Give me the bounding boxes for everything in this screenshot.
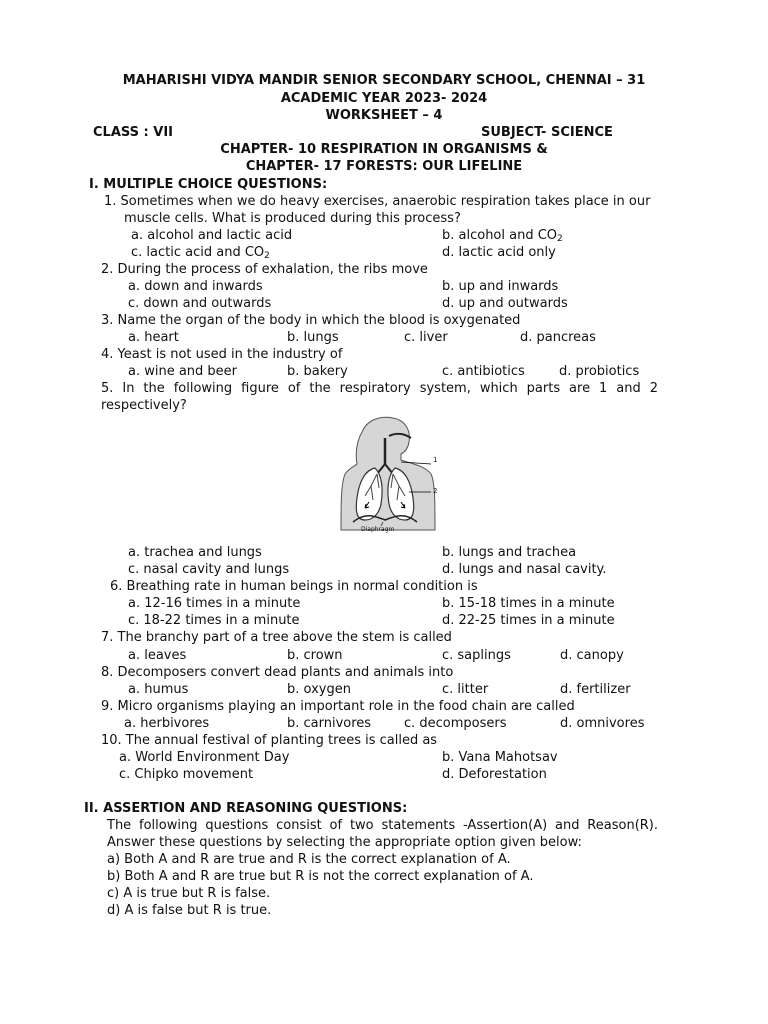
q3-option-a: a. heart	[128, 330, 179, 345]
q5-option-d: d. lungs and nasal cavity.	[442, 562, 607, 577]
q2-option-c: c. down and outwards	[128, 296, 272, 311]
q3-option-b: b. lungs	[287, 330, 339, 345]
assertion-option-b: b) Both A and R are true but R is not the correct explanation of A.	[107, 869, 534, 884]
q1-text: 1. Sometimes when we do heavy exercises, anaerobic respiration takes place in our	[104, 194, 651, 209]
academic-year: ACADEMIC YEAR 2023- 2024	[280, 91, 488, 106]
q6-option-b: b. 15-18 times in a minute	[442, 596, 615, 611]
assertion-option-c: c) A is true but R is false.	[107, 886, 271, 901]
q5-text: 5. In the following figure of the respiratory system, which parts are 1 and 2	[101, 381, 658, 396]
q2-text: 2. During the process of exhalation, the ribs move	[101, 262, 428, 277]
q2-option-b: b. up and inwards	[442, 279, 559, 294]
q9-text: 9. Micro organisms playing an important role in the food chain are called	[101, 699, 575, 714]
q10-text: 10. The annual festival of planting trees is called as	[101, 733, 438, 748]
q4-option-b: b. bakery	[287, 364, 348, 379]
section-2-title: II. ASSERTION AND REASONING QUESTIONS:	[84, 801, 408, 816]
figure-label-diaphragm: Diaphragm	[361, 526, 395, 533]
q7-text: 7. The branchy part of a tree above the stem is called	[101, 630, 452, 645]
chapter-title-2: CHAPTER- 17 FORESTS: OUR LIFELINE	[245, 159, 523, 174]
q10-option-d: d. Deforestation	[442, 767, 547, 782]
q8-option-d: d. fertilizer	[560, 682, 631, 697]
respiratory-system-figure	[335, 412, 445, 542]
q10-option-b: b. Vana Mahotsav	[442, 750, 558, 765]
q9-option-c: c. decomposers	[404, 716, 507, 731]
chapter-title-1: CHAPTER- 10 RESPIRATION IN ORGANISMS &	[220, 142, 548, 157]
q9-option-a: a. herbivores	[124, 716, 210, 731]
q7-option-d: d. canopy	[560, 648, 624, 663]
q5-option-c: c. nasal cavity and lungs	[128, 562, 290, 577]
q9-option-d: d. omnivores	[560, 716, 645, 731]
q6-text: 6. Breathing rate in human beings in normal condition is	[110, 579, 478, 594]
q1-option-c: c. lactic acid and $CO_2$	[131, 245, 270, 261]
q8-option-a: a. humus	[128, 682, 189, 697]
figure-label-1: 1	[433, 456, 438, 464]
q6-option-d: d. 22-25 times in a minute	[442, 613, 615, 628]
q4-option-a: a. wine and beer	[128, 364, 238, 379]
assertion-option-a: a) Both A and R are true and R is the correct explanation of A.	[107, 852, 511, 867]
q2-option-a: a. down and inwards	[128, 279, 263, 294]
q7-option-a: a. leaves	[128, 648, 187, 663]
q9-option-b: b. carnivores	[287, 716, 372, 731]
assertion-intro-1: The following questions consist of two statements -Assertion(A) and Reason(R).	[107, 818, 658, 833]
q4-option-d: d. probiotics	[559, 364, 640, 379]
worksheet-number: WORKSHEET – 4	[325, 108, 443, 123]
q8-option-c: c. litter	[442, 682, 489, 697]
q10-option-a: a. World Environment Day	[119, 750, 290, 765]
q2-option-d: d. up and outwards	[442, 296, 568, 311]
q8-option-b: b. oxygen	[287, 682, 351, 697]
q5-text-cont: respectively?	[101, 398, 187, 413]
school-name: MAHARISHI VIDYA MANDIR SENIOR SECONDARY SCHOOL, CHENNAI – 31	[122, 73, 646, 88]
q5-option-a: a. trachea and lungs	[128, 545, 262, 560]
q4-text: 4. Yeast is not used in the industry of	[101, 347, 343, 362]
q3-option-c: c. liver	[404, 330, 448, 345]
q6-option-c: c. 18-22 times in a minute	[128, 613, 300, 628]
q7-option-b: b. crown	[287, 648, 343, 663]
q1-text-cont: muscle cells. What is produced during this process?	[124, 211, 461, 226]
q10-option-c: c. Chipko movement	[119, 767, 254, 782]
q4-option-c: c. antibiotics	[442, 364, 525, 379]
q5-option-b: b. lungs and trachea	[442, 545, 577, 560]
q3-option-d: d. pancreas	[520, 330, 596, 345]
class-label: CLASS : VII	[93, 125, 174, 140]
assertion-option-d: d) A is false but R is true.	[107, 903, 272, 918]
q1-option-d: d. lactic acid only	[442, 245, 556, 260]
subject-label: SUBJECT- SCIENCE	[481, 125, 613, 140]
q3-text: 3. Name the organ of the body in which the blood is oxygenated	[101, 313, 521, 328]
q1-option-a: a. alcohol and lactic acid	[131, 228, 293, 243]
q1-option-b: b. alcohol and $CO_2$	[442, 228, 563, 244]
section-1-title: I. MULTIPLE CHOICE QUESTIONS:	[89, 177, 328, 192]
q7-option-c: c. saplings	[442, 648, 511, 663]
figure-label-2: 2	[433, 487, 438, 495]
q8-text: 8. Decomposers convert dead plants and animals into	[101, 665, 454, 680]
q6-option-a: a. 12-16 times in a minute	[128, 596, 301, 611]
assertion-intro-2: Answer these questions by selecting the appropriate option given below:	[107, 835, 582, 850]
